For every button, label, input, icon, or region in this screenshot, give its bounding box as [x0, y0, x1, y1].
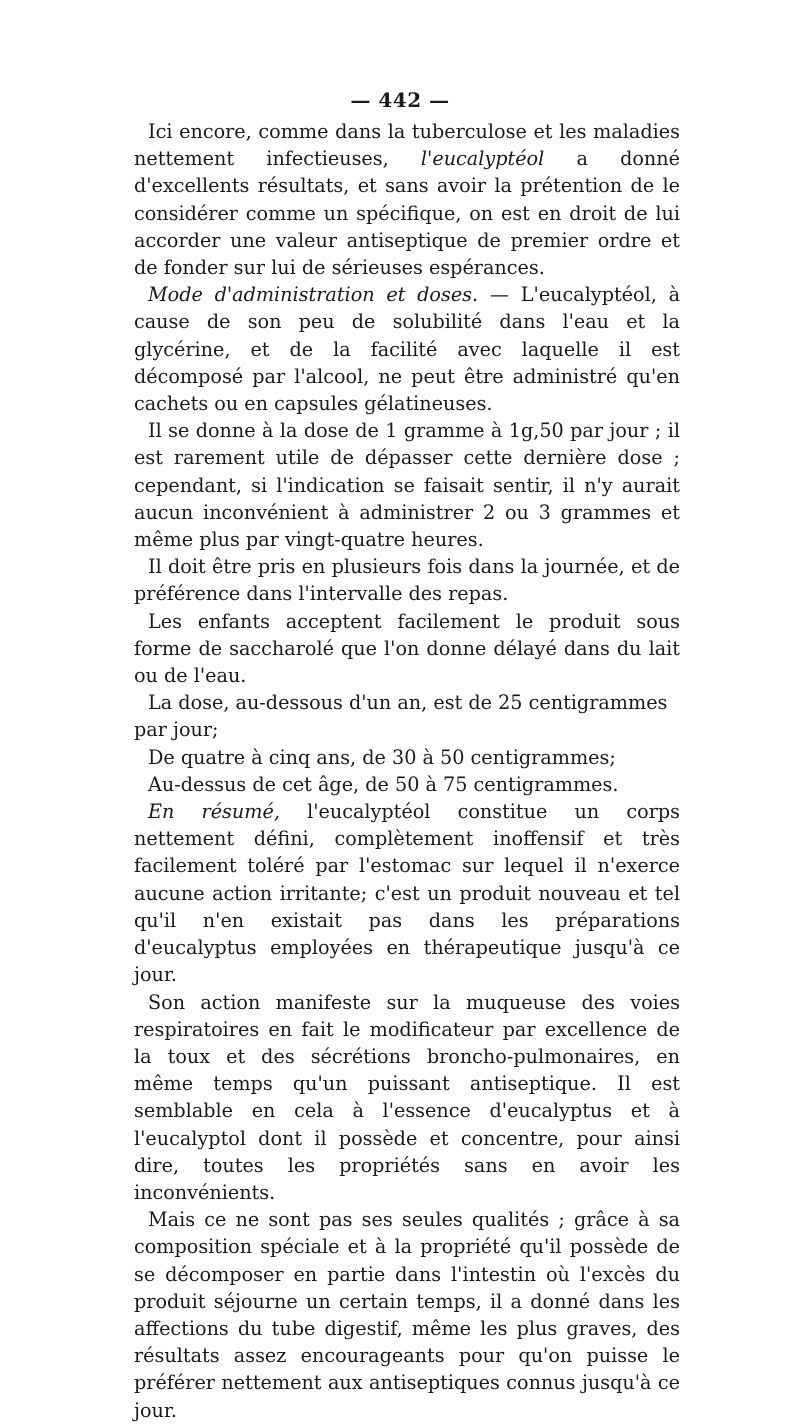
dosage-line: De quatre à cinq ans, de 30 à 50 centigrammes; [148, 745, 616, 769]
italic-term: En résumé, [148, 800, 280, 824]
paragraph: Son action manifeste sur la muqueuse des voies respiratoires en fait le modificateur par excellence de la toux et des sécrétions broncho-pulmonaires, en même temps qu'un puissant antiseptique. Il est semblable en cela à l'essence d'eucalyptus et à l'eucalyptol dont il possède et concentre, pour ainsi dire, toutes les propriétés sans en avoir les inconvénients. [134, 990, 680, 1204]
italic-term: l'eucalyptéol [420, 147, 545, 171]
paragraph: Il se donne à la dose de 1 gramme à 1g,50 par jour ; il est rarement utile de dépasser cette dernière dose ; cependant, si l'indication se faisait sentir, il n'y aurait aucun inconvénient à administrer 2 ou 3 grammes et même plus par vingt-quatre heures. [134, 419, 680, 552]
paragraph: Mais ce ne sont pas ses seules qualités ; grâce à sa composition spéciale et à la propriété qu'il possède de se décomposer en partie dans l'intestin où l'excès du produit séjourne un certain temps, il a donné dans les affections du tube digestif, même les plus graves, des résultats assez encourageants pour qu'on puisse le préférer nettement aux antiseptiques connus jusqu'à ce jour. [134, 1208, 680, 1422]
paragraph [134, 281, 680, 417]
dosage-line: Au-dessus de cet âge, de 50 à 75 centigrammes. [148, 772, 619, 796]
section-heading: Mode d'administration et doses. [148, 283, 479, 307]
paragraph: Il doit être pris en plusieurs fois dans la journée, et de préférence dans l'intervalle des repas. [134, 555, 680, 606]
paragraph-text: l'eucalyptéol constitue un corps nettement défini, complètement inoffensif et très facilement toléré par l'estomac sur lequel il n'exerce aucune action irritante; c'est un produit nouveau et tel qu'il n'en existait pas dans les préparations d'eucalyptus employées en thérapeutique jusqu'à ce jour. [134, 800, 681, 987]
paragraph-text: — L'eucalyptéol, à cause de son peu de solubilité dans l'eau et la glycérine, et de la facilité avec laquelle il est décomposé par l'alcool, ne peut être administré qu'en cachets ou en capsules gélatineuses. [134, 283, 681, 416]
body-text [134, 118, 680, 1424]
page-number: — 442 — [350, 88, 450, 112]
paragraph-text: Ici encore, comme dans la tuberculose et les maladies nettement infectieuses, [134, 120, 680, 171]
paragraph [134, 118, 680, 281]
paragraph: Les enfants acceptent facilement le produit sous forme de saccharolé que l'on donne délayé dans du lait ou de l'eau. [134, 609, 680, 688]
paragraph [134, 798, 680, 988]
dosage-line: La dose, au-dessous d'un an, est de 25 centigrammes par jour; [134, 691, 668, 742]
paragraph-text: a donné d'excellents résultats, et sans avoir la prétention de le considérer comme un spécifique, on est en droit de lui accorder une valeur antiseptique de premier ordre et de fonder sur lui de sérieuses espérances. [134, 147, 680, 280]
